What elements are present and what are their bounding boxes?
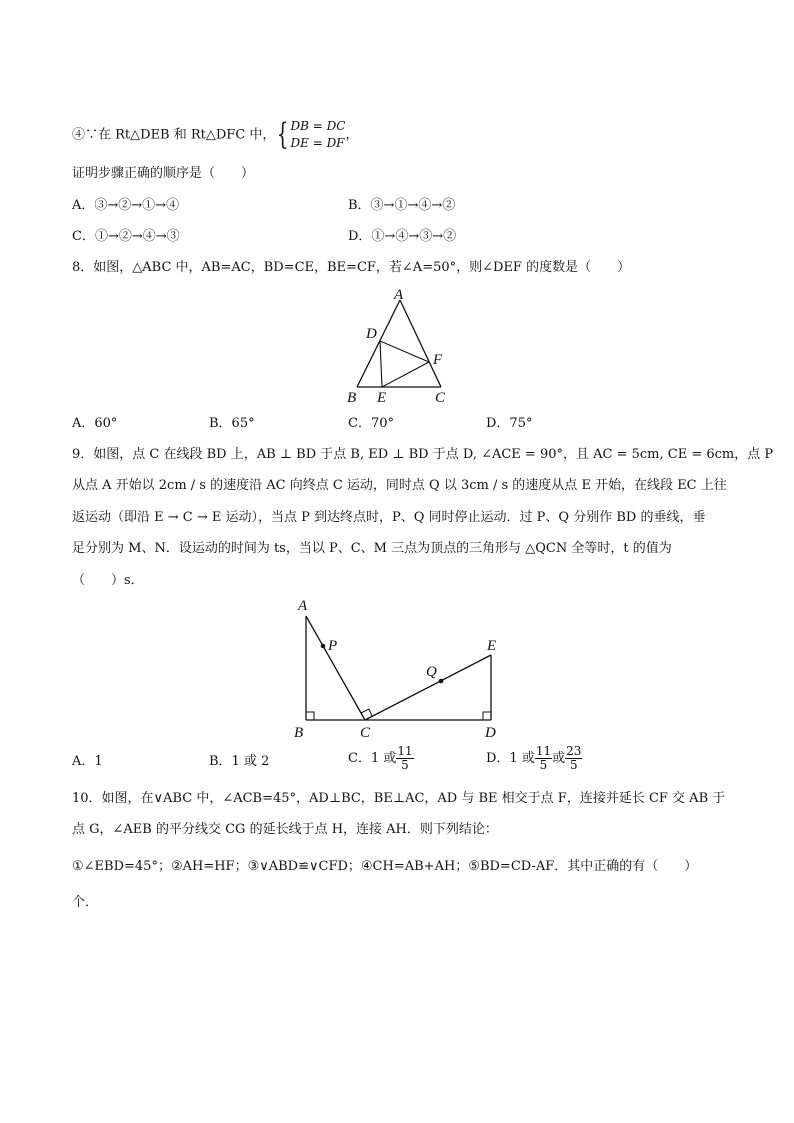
- q7-equation-system: [291, 118, 346, 152]
- q9-option-b: B．1 或 2: [209, 754, 270, 769]
- q7-step4-prefix: ④∵在 Rt△DEB 和 Rt△DFC 中，: [72, 127, 276, 143]
- q7-brace: {: [277, 117, 289, 152]
- q9-right-angle-b: [306, 712, 314, 720]
- q7-step4: [72, 118, 358, 152]
- q9-line-3: 返运动（即沿 E → C → E 运动），当点 P 到达终点时，P、Q 同时停止运动．过 P、Q 分别作 BD 的垂线，垂: [72, 510, 706, 525]
- q8-label-d: D: [366, 326, 377, 342]
- q8-option-d: D．75°: [486, 416, 533, 431]
- q9-option-c-fraction: [396, 745, 413, 772]
- q8-label-f: F: [433, 352, 443, 368]
- q9-option-d-prefix: D．1 或: [486, 751, 535, 766]
- q7-step4-suffix: ，: [345, 127, 359, 143]
- q9-point-q: [439, 679, 444, 684]
- fraction-denominator: 5: [539, 758, 548, 772]
- q9-option-d-fraction-1: [535, 745, 552, 772]
- q10-line-3: ①∠EBD=45°；②AH=HF；③∨ABD≌∨CFD；④CH=AB+AH；⑤BD=CD-AF．其中正确的有（ ）: [72, 859, 698, 874]
- q7-option-b: B．③→①→④→②: [348, 198, 456, 213]
- q9-line-4: 足分别为 M、N．设运动的时间为 ts，当以 P、C、M 三点为顶点的三角形与 △QCN 全等时，t 的值为: [72, 541, 672, 556]
- q9-right-angle-d: [483, 712, 491, 720]
- fraction-denominator: 5: [401, 758, 409, 772]
- q7-option-a: A．③→②→①→④: [72, 198, 180, 213]
- q8-segment-df: [380, 341, 429, 362]
- q9-option-d-fraction-2: [565, 745, 582, 772]
- q9-label-e: E: [487, 638, 497, 654]
- q9-line-1: 9．如图，点 C 在线段 BD 上，AB ⊥ BD 于点 B, ED ⊥ BD 于点 D, ∠ACE = 90°，且 AC = 5cm, CE = 6cm，点 P: [72, 447, 774, 462]
- q8-option-b: B．65°: [209, 416, 255, 431]
- q9-label-q: Q: [426, 664, 437, 680]
- q9-label-a: A: [298, 598, 308, 614]
- q7-eq2: DE = DF: [290, 136, 345, 150]
- q8-label-c: C: [435, 390, 446, 406]
- q8-option-c: C．70°: [348, 416, 394, 431]
- q8-label-b: B: [347, 390, 357, 406]
- q8-option-a: A．60°: [72, 416, 118, 431]
- fraction-numerator: 11: [535, 744, 552, 758]
- q9-option-c: [348, 745, 414, 772]
- q8-side-ab: [357, 300, 400, 387]
- q9-option-a: A．1: [72, 754, 103, 769]
- q9-figure: [290, 594, 510, 744]
- q9-label-p: P: [328, 638, 338, 654]
- q9-point-p: [321, 644, 326, 649]
- q9-segment-ac: [306, 616, 365, 720]
- q9-option-c-prefix: C．1 或: [348, 751, 397, 766]
- q9-line-5: （ ）s．: [72, 573, 144, 588]
- fraction-numerator: 23: [566, 744, 582, 758]
- q8-figure: [340, 284, 460, 408]
- q9-label-b: B: [294, 725, 304, 741]
- q8-segment-de: [380, 341, 382, 387]
- q8-label-e: E: [377, 390, 387, 406]
- fraction-denominator: 5: [569, 758, 578, 772]
- q8-text: 8．如图，△ABC 中，AB=AC，BD=CE，BE=CF，若∠A=50°，则∠DEF 的度数是（ ）: [72, 260, 631, 275]
- fraction-numerator: 11: [397, 744, 413, 758]
- q9-line-2: 从点 A 开始以 2cm / s 的速度沿 AC 向终点 C 运动，同时点 Q 以 3cm / s 的速度从点 E 开始，在线段 EC 上往: [72, 478, 727, 493]
- q7-eq1: DB = DC: [290, 119, 346, 133]
- q7-option-d: D．①→④→③→②: [348, 229, 457, 244]
- q7-option-c: C．①→②→④→③: [72, 229, 180, 244]
- q9-label-c: C: [360, 725, 371, 741]
- q9-label-d: D: [485, 725, 496, 741]
- q10-line-1: 10．如图，在∨ABC 中，∠ACB=45°，AD⊥BC，BE⊥AC，AD 与 BE 相交于点 F，连接并延长 CF 交 AB 于: [72, 791, 726, 806]
- q7-question: 证明步骤正确的顺序是（ ）: [72, 166, 255, 181]
- q10-line-2: 点 G，∠AEB 的平分线交 CG 的延长线于点 H，连接 AH．则下列结论：: [72, 822, 498, 837]
- q8-label-a: A: [394, 287, 404, 303]
- q8-segment-ef: [382, 362, 429, 387]
- q9-option-d: [486, 745, 582, 772]
- q9-option-d-mid: 或: [552, 751, 566, 766]
- q10-line-4: 个．: [72, 895, 99, 910]
